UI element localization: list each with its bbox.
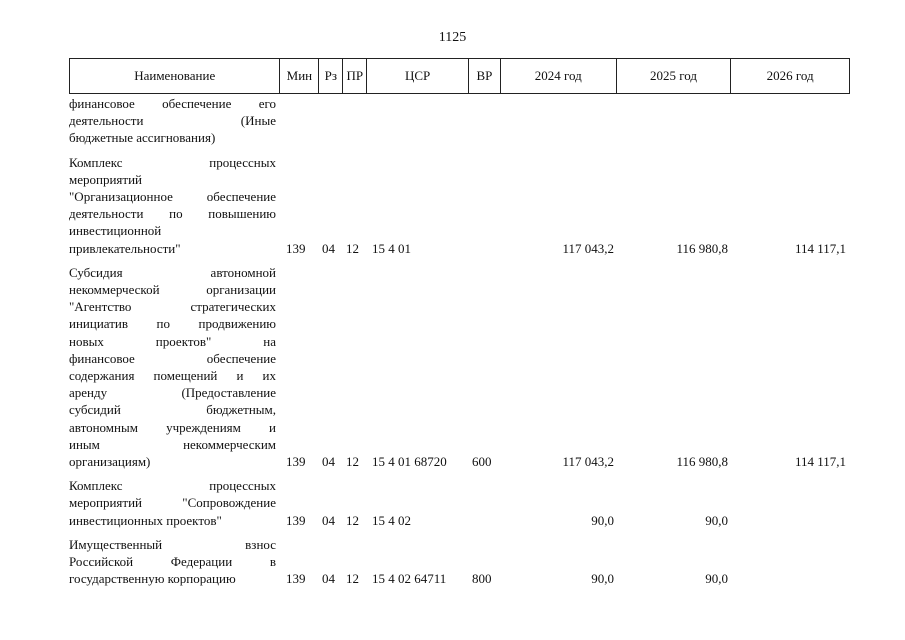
cell-min: 139 xyxy=(286,512,306,528)
name-line: некоммерческой организации xyxy=(69,282,276,298)
name-line: "Агентство стратегических xyxy=(69,299,276,315)
table-body xyxy=(69,94,850,594)
name-line: инвестиционной xyxy=(69,223,162,239)
cell-rz: 04 xyxy=(322,512,335,528)
header-2024: 2024 год xyxy=(501,59,617,93)
cell-csr: 15 4 02 xyxy=(372,512,411,528)
name-line: мероприятий "Сопровождение xyxy=(69,495,276,511)
name-line: деятельности (Иные xyxy=(69,113,276,129)
name-line: организациям) xyxy=(69,454,151,470)
table-row xyxy=(69,536,850,588)
name-line: содержания помещений и их xyxy=(69,368,276,384)
name-line: инвестиционных проектов" xyxy=(69,512,222,528)
cell-min: 139 xyxy=(286,454,306,470)
name-line: финансовое обеспечение его xyxy=(69,96,276,111)
cell-name xyxy=(69,477,280,529)
cell-2026: 114 117,1 xyxy=(794,240,846,256)
cell-name xyxy=(69,154,280,257)
cell-csr: 15 4 01 68720 xyxy=(372,454,447,470)
header-csr: ЦСР xyxy=(367,59,469,93)
cell-2026: 114 117,1 xyxy=(794,454,846,470)
cell-2025: 90,0 xyxy=(705,571,728,587)
cell-name xyxy=(69,264,280,470)
cell-min: 139 xyxy=(286,571,306,587)
table-row xyxy=(69,264,850,470)
cell-pr: 12 xyxy=(346,454,359,470)
cell-2024: 117 043,2 xyxy=(562,454,614,470)
name-line: инициатив по продвижению xyxy=(69,316,276,332)
cell-2025: 90,0 xyxy=(705,512,728,528)
cell-pr: 12 xyxy=(346,571,359,587)
name-line: Комплекс процессных xyxy=(69,154,276,170)
header-rz: Рз xyxy=(319,59,343,93)
name-line: новых проектов" на xyxy=(69,333,276,349)
name-line: Имущественный взнос xyxy=(69,536,276,552)
name-line: деятельности по повышению xyxy=(69,206,276,222)
cell-2024: 90,0 xyxy=(591,571,614,587)
name-line: субсидий бюджетным, xyxy=(69,402,276,418)
header-2026: 2026 год xyxy=(766,68,814,83)
cell-pr: 12 xyxy=(346,240,359,256)
table-row xyxy=(69,94,850,147)
header-vr: ВР xyxy=(469,59,501,93)
table-row xyxy=(69,154,850,257)
cell-rz: 04 xyxy=(322,240,335,256)
cell-name xyxy=(69,536,280,588)
name-line: иным некоммерческим xyxy=(69,436,276,452)
page-number: 1125 xyxy=(438,30,467,45)
header-name: Наименование xyxy=(70,59,280,93)
name-line: государственную корпорацию xyxy=(69,571,236,587)
cell-name xyxy=(69,95,280,147)
name-line: Российской Федерации в xyxy=(69,554,276,570)
header-min: Мин xyxy=(280,59,319,93)
table-row xyxy=(69,477,850,529)
cell-pr: 12 xyxy=(346,512,359,528)
cell-2024: 90,0 xyxy=(591,512,614,528)
name-line: бюджетные ассигнования) xyxy=(69,130,216,146)
header-2025: 2025 год xyxy=(617,59,732,93)
name-line: привлекательности" xyxy=(69,240,181,256)
cell-2025: 116 980,8 xyxy=(676,240,728,256)
table-header xyxy=(69,58,850,94)
name-line: Комплекс процессных xyxy=(69,478,276,494)
cell-vr: 800 xyxy=(472,571,492,587)
name-line: финансовое обеспечение xyxy=(69,350,276,366)
name-line: Субсидия автономной xyxy=(69,264,276,280)
cell-2025: 116 980,8 xyxy=(676,454,728,470)
name-line: мероприятий xyxy=(69,171,142,187)
cell-min: 139 xyxy=(286,240,306,256)
name-line: аренду (Предоставление xyxy=(69,385,276,401)
cell-rz: 04 xyxy=(322,571,335,587)
cell-vr: 600 xyxy=(472,454,492,470)
cell-rz: 04 xyxy=(322,454,335,470)
cell-2024: 117 043,2 xyxy=(562,240,614,256)
cell-csr: 15 4 01 xyxy=(372,240,411,256)
cell-csr: 15 4 02 64711 xyxy=(372,571,447,587)
name-line: "Организационное обеспечение xyxy=(69,189,276,205)
name-line: автономным учреждениям и xyxy=(69,419,276,435)
header-pr: ПР xyxy=(343,59,367,93)
